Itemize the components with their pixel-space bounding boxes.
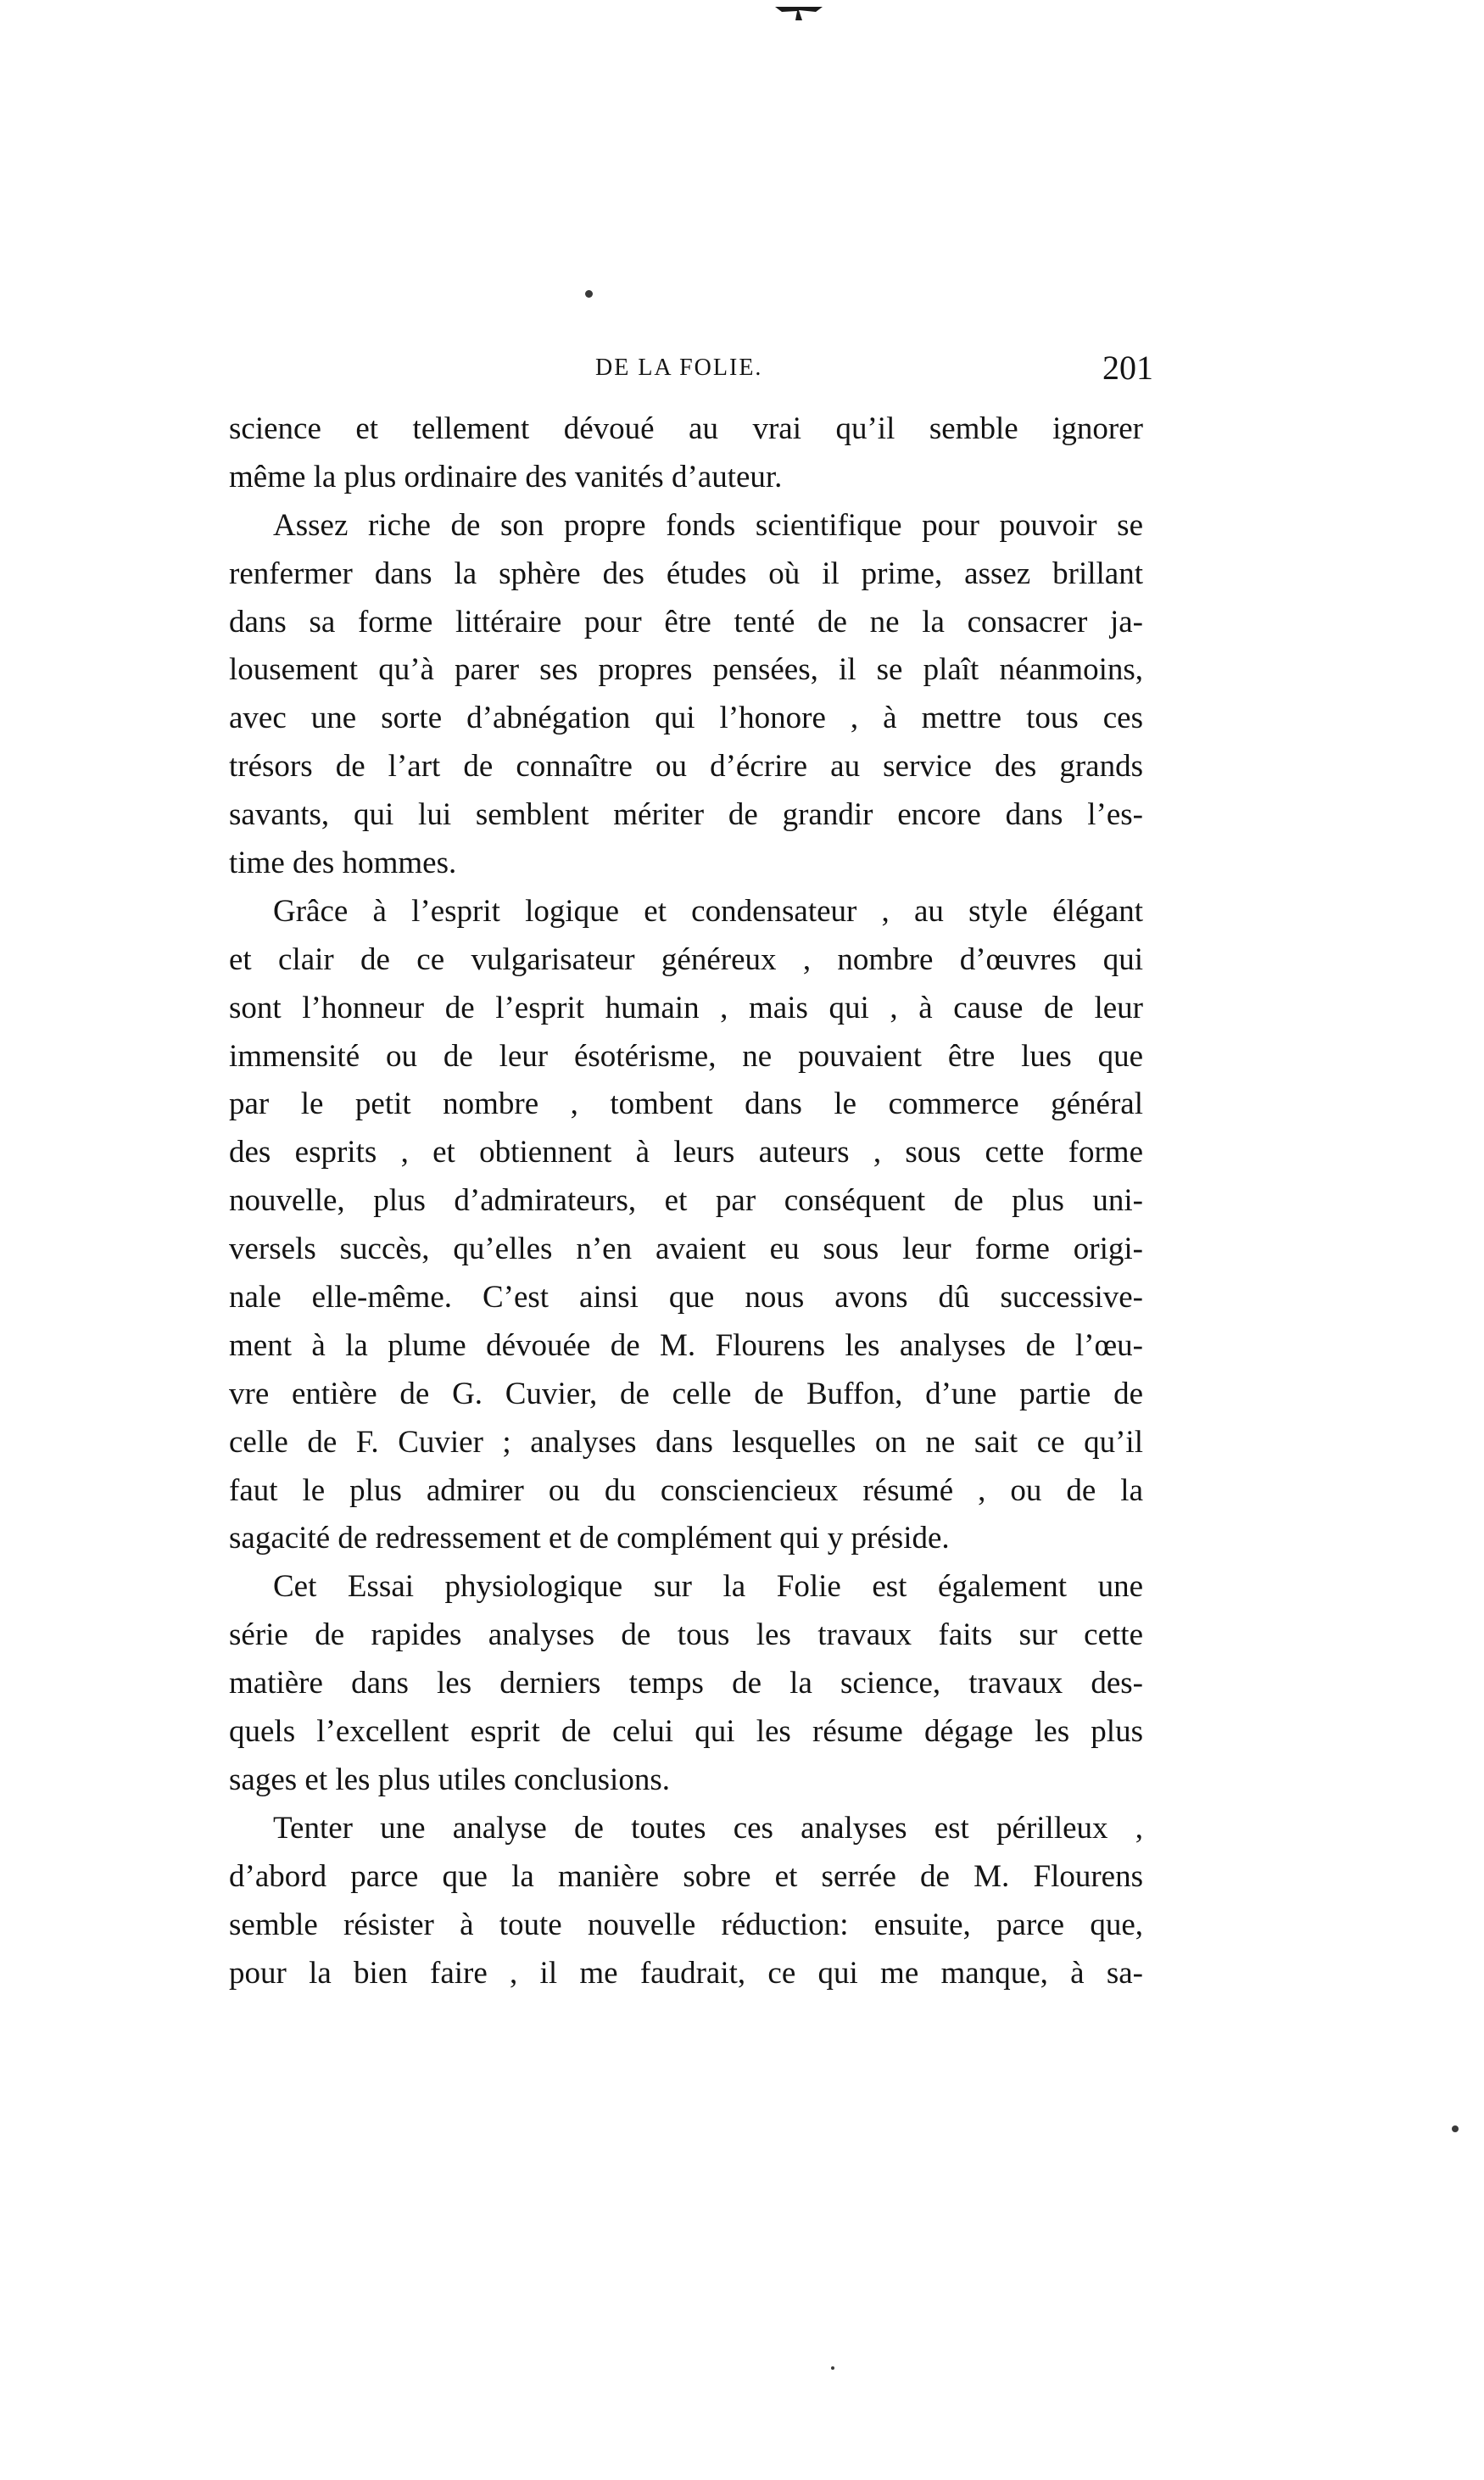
text-line: pour la bien faire , il me faudrait, ce qui me manque, à sa- bbox=[229, 1955, 1143, 1991]
text-line: trésors de l’art de connaître ou d’écrire au service des grands bbox=[229, 749, 1143, 785]
text-line: dans sa forme littéraire pour être tenté de ne la consacrer ja- bbox=[229, 604, 1143, 640]
text-line: d’abord parce que la manière sobre et serrée de M. Flourens bbox=[229, 1858, 1143, 1894]
text-line: science et tellement dévoué au vrai qu’il semble ignorer bbox=[229, 411, 1143, 446]
text-line: matière dans les derniers temps de la science, travaux des- bbox=[229, 1666, 1143, 1701]
printer-ornament-icon bbox=[773, 3, 824, 22]
text-line: savants, qui lui semblent mériter de grandir encore dans l’es- bbox=[229, 797, 1143, 833]
text-line: sont l’honneur de l’esprit humain , mais qui , à cause de leur bbox=[229, 990, 1143, 1025]
text-line: semble résister à toute nouvelle réduction: ensuite, parce que, bbox=[229, 1907, 1143, 1942]
text-line: quels l’excellent esprit de celui qui les résume dégage les plus bbox=[229, 1714, 1143, 1750]
text-line: nale elle-même. C’est ainsi que nous avons dû successive- bbox=[229, 1280, 1143, 1315]
running-title: DE LA FOLIE. bbox=[595, 355, 763, 381]
text-line: et clair de ce vulgarisateur généreux , nombre d’œuvres qui bbox=[229, 941, 1143, 977]
text-line: ment à la plume dévouée de M. Flourens les analyses de l’œu- bbox=[229, 1327, 1143, 1363]
text-line: vre entière de G. Cuvier, de celle de Buffon, d’une partie de bbox=[229, 1376, 1143, 1411]
ink-speck bbox=[1452, 2125, 1459, 2132]
text-line: Assez riche de son propre fonds scientifique pour pouvoir se bbox=[273, 507, 1143, 543]
text-line: time des hommes. bbox=[229, 846, 457, 881]
page-number: 201 bbox=[1102, 349, 1153, 387]
ink-speck bbox=[831, 2366, 834, 2370]
text-line: par le petit nombre , tombent dans le commerce général bbox=[229, 1086, 1143, 1122]
text-line: celle de F. Cuvier ; analyses dans lesquelles on ne sait ce qu’il bbox=[229, 1424, 1143, 1460]
page-header bbox=[229, 348, 1153, 390]
text-line: Grâce à l’esprit logique et condensateur , au style élégant bbox=[273, 893, 1143, 929]
text-line: même la plus ordinaire des vanités d’auteur. bbox=[229, 459, 783, 494]
text-line: lousement qu’à parer ses propres pensées, il se plaît néanmoins, bbox=[229, 652, 1143, 688]
text-line: série de rapides analyses de tous les travaux faits sur cette bbox=[229, 1617, 1143, 1653]
text-line: versels succès, qu’elles n’en avaient eu sous leur forme origi- bbox=[229, 1232, 1143, 1267]
text-line: nouvelle, plus d’admirateurs, et par conséquent de plus uni- bbox=[229, 1183, 1143, 1219]
text-line: immensité ou de leur ésotérisme, ne pouvaient être lues que bbox=[229, 1038, 1143, 1074]
text-line: Cet Essai physiologique sur la Folie est également une bbox=[273, 1569, 1143, 1605]
text-line: renfermer dans la sphère des études où il prime, assez brillant bbox=[229, 556, 1143, 591]
text-line: faut le plus admirer ou du consciencieux résumé , ou de la bbox=[229, 1472, 1143, 1508]
text-line: des esprits , et obtiennent à leurs auteurs , sous cette forme bbox=[229, 1135, 1143, 1170]
text-line: sagacité de redressement et de complément qui y préside. bbox=[229, 1521, 950, 1556]
text-line: avec une sorte d’abnégation qui l’honore , à mettre tous ces bbox=[229, 701, 1143, 736]
ink-speck bbox=[585, 290, 593, 298]
text-line: Tenter une analyse de toutes ces analyses est périlleux , bbox=[273, 1810, 1143, 1846]
text-line: sages et les plus utiles conclusions. bbox=[229, 1762, 670, 1797]
body-text bbox=[229, 405, 1143, 1997]
